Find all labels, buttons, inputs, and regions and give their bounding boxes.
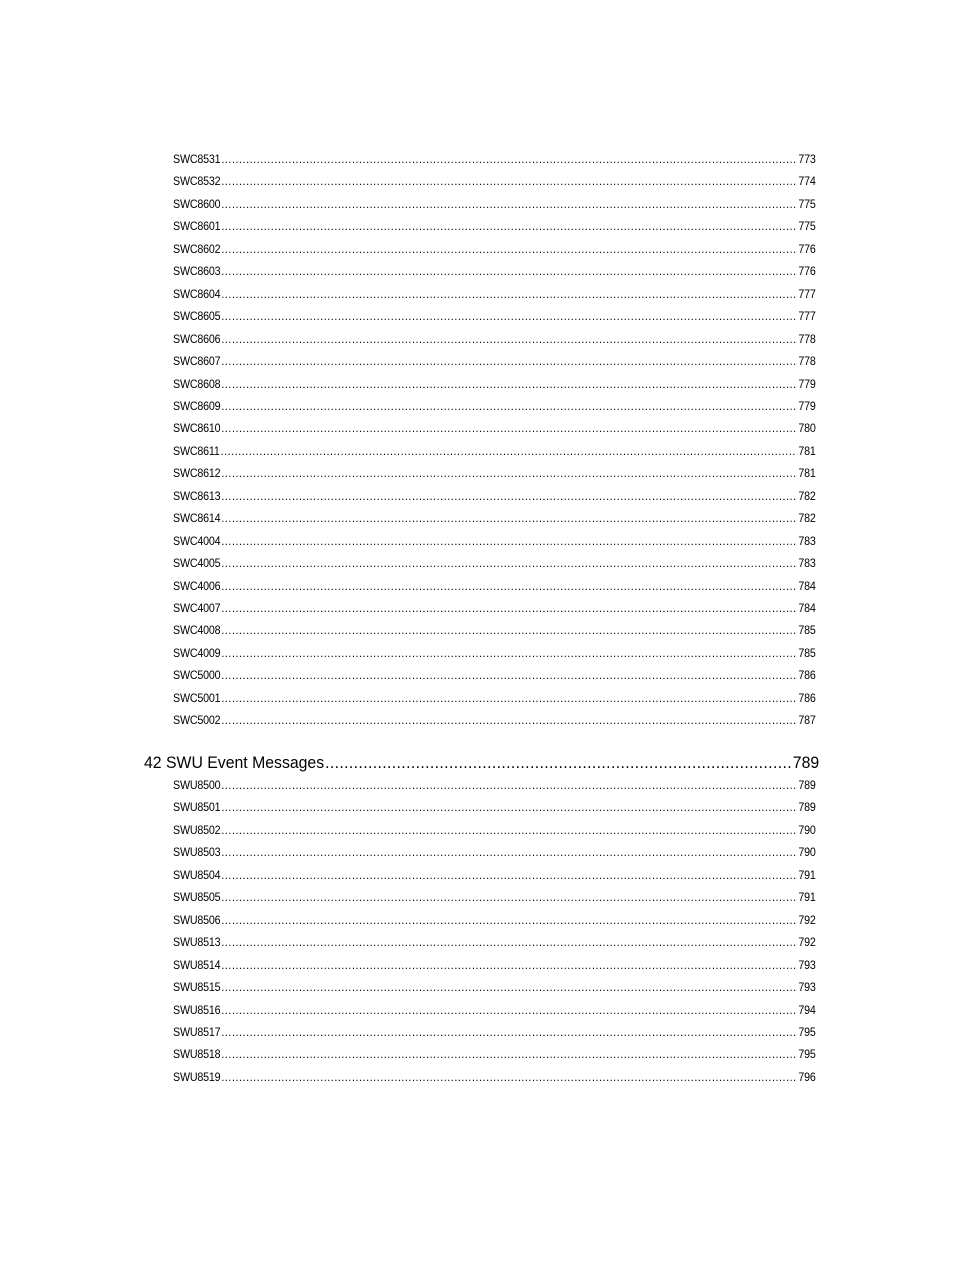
entry-label: SWU8519 — [173, 1071, 221, 1084]
toc-entry[interactable] — [173, 489, 816, 505]
toc-entry[interactable] — [173, 264, 816, 280]
dot-leader — [221, 713, 797, 729]
entry-page-number: 792 — [798, 914, 816, 927]
toc-entry[interactable] — [173, 1025, 816, 1041]
dot-leader — [221, 242, 797, 258]
dot-leader — [221, 354, 797, 370]
toc-entry[interactable] — [173, 823, 816, 839]
toc-entry[interactable] — [173, 691, 816, 707]
toc-entry[interactable] — [173, 800, 816, 816]
chapter-title: 42 SWU Event Messages — [144, 753, 325, 772]
entry-page-number: 779 — [798, 378, 816, 391]
entry-label: SWC8605 — [173, 311, 221, 324]
dot-leader — [221, 958, 797, 974]
entry-page-number: 783 — [798, 558, 816, 571]
entry-page-number: 782 — [798, 513, 816, 526]
dot-leader — [221, 511, 797, 527]
entry-label: SWU8506 — [173, 914, 221, 927]
entry-page-number: 774 — [798, 176, 816, 189]
entry-page-number: 775 — [798, 221, 816, 234]
entry-page-number: 791 — [798, 869, 816, 882]
dot-leader — [221, 1025, 797, 1041]
toc-entry[interactable] — [173, 958, 816, 974]
dot-leader — [221, 399, 797, 415]
entry-page-number: 789 — [798, 802, 816, 815]
dot-leader — [221, 534, 797, 550]
toc-entry[interactable] — [173, 778, 816, 794]
toc-entry[interactable] — [173, 646, 816, 662]
toc-entry[interactable] — [173, 913, 816, 929]
toc-entry[interactable] — [173, 421, 816, 437]
toc-entry[interactable] — [173, 623, 816, 639]
entry-label: SWC4006 — [173, 580, 221, 593]
entry-page-number: 796 — [798, 1071, 816, 1084]
entry-page-number: 785 — [798, 625, 816, 638]
entry-page-number: 793 — [798, 982, 816, 995]
entry-label: SWU8513 — [173, 937, 221, 950]
entry-label: SWU8503 — [173, 847, 221, 860]
entry-page-number: 795 — [798, 1026, 816, 1039]
dot-leader — [221, 646, 797, 662]
entry-label: SWC8608 — [173, 378, 221, 391]
entry-page-number: 785 — [798, 647, 816, 660]
entry-label: SWU8504 — [173, 869, 221, 882]
entry-label: SWU8516 — [173, 1004, 221, 1017]
toc-entry[interactable] — [173, 287, 816, 303]
entry-page-number: 781 — [798, 445, 816, 458]
dot-leader — [325, 751, 792, 775]
entry-page-number: 793 — [798, 959, 816, 972]
dot-leader — [221, 800, 797, 816]
dot-leader — [221, 623, 797, 639]
entry-label: SWC4005 — [173, 558, 221, 571]
entry-label: SWC4009 — [173, 647, 221, 660]
toc-entry[interactable] — [173, 980, 816, 996]
entry-label: SWC8603 — [173, 266, 221, 279]
entry-page-number: 792 — [798, 937, 816, 950]
toc-entry[interactable] — [173, 935, 816, 951]
dot-leader — [221, 845, 797, 861]
entry-page-number: 784 — [798, 580, 816, 593]
dot-leader — [221, 668, 797, 684]
dot-leader — [221, 287, 797, 303]
entry-page-number: 794 — [798, 1004, 816, 1017]
dot-leader — [221, 579, 797, 595]
toc-entry[interactable] — [173, 466, 816, 482]
entry-label: SWC8607 — [173, 356, 221, 369]
entry-label: SWC8611 — [173, 445, 220, 458]
toc-entry[interactable] — [173, 713, 816, 729]
dot-leader — [221, 377, 797, 393]
entry-label: SWC4007 — [173, 603, 221, 615]
toc-entry[interactable] — [173, 668, 816, 684]
entry-label: SWC8612 — [173, 468, 221, 481]
entry-label: SWC5000 — [173, 670, 221, 683]
entry-label: SWC8610 — [173, 423, 221, 436]
entry-label: SWU8500 — [173, 780, 221, 792]
toc-entry[interactable] — [173, 556, 816, 572]
entry-page-number: 780 — [798, 423, 816, 436]
entry-page-number: 775 — [798, 198, 816, 211]
dot-leader — [221, 890, 797, 906]
entry-label: SWC4004 — [173, 535, 221, 548]
dot-leader — [221, 219, 797, 235]
entry-page-number: 778 — [798, 333, 816, 346]
entry-label: SWC5001 — [173, 692, 221, 705]
entry-label: SWC4008 — [173, 625, 221, 638]
dot-leader — [221, 691, 797, 707]
dot-leader — [221, 1047, 797, 1063]
toc-entry[interactable] — [173, 219, 816, 235]
entry-label: SWU8502 — [173, 824, 221, 837]
entry-page-number: 776 — [798, 266, 816, 279]
entry-label: SWC8602 — [173, 243, 221, 256]
toc-entry[interactable] — [173, 1003, 816, 1019]
dot-leader — [221, 332, 797, 348]
entry-page-number: 781 — [798, 468, 816, 481]
dot-leader — [221, 778, 797, 794]
entry-page-number: 790 — [798, 824, 816, 837]
dot-leader — [221, 556, 797, 572]
entry-label: SWC8531 — [173, 154, 221, 166]
toc-entry[interactable] — [173, 377, 816, 393]
entry-label: SWC8604 — [173, 288, 221, 301]
dot-leader — [221, 1070, 797, 1086]
toc-entry[interactable] — [173, 511, 816, 527]
dot-leader — [221, 421, 797, 437]
entry-page-number: 773 — [798, 154, 816, 166]
entry-page-number: 782 — [798, 490, 816, 503]
toc-entry[interactable] — [173, 868, 816, 884]
entry-label: SWU8515 — [173, 982, 221, 995]
dot-leader — [221, 935, 797, 951]
entry-label: SWC8609 — [173, 400, 221, 413]
entry-page-number: 786 — [798, 692, 816, 705]
entry-label: SWU8501 — [173, 802, 221, 815]
dot-leader — [221, 913, 797, 929]
entry-page-number: 791 — [798, 892, 816, 905]
toc-entry[interactable] — [173, 332, 816, 348]
dot-leader — [221, 868, 797, 884]
dot-leader — [221, 197, 797, 213]
entry-label: SWU8514 — [173, 959, 221, 972]
dot-leader — [221, 466, 797, 482]
toc-entry[interactable] — [173, 845, 816, 861]
entry-page-number: 786 — [798, 670, 816, 683]
entry-page-number: 787 — [798, 715, 816, 728]
entry-page-number: 779 — [798, 400, 816, 413]
entry-page-number: 777 — [798, 288, 816, 301]
dot-leader — [221, 601, 797, 617]
dot-leader — [221, 444, 798, 460]
entry-page-number: 795 — [798, 1049, 816, 1062]
toc-entry[interactable] — [173, 152, 816, 168]
toc-chapter-heading[interactable] — [144, 751, 819, 775]
entry-label: SWC8613 — [173, 490, 221, 503]
entry-label: SWC8606 — [173, 333, 221, 346]
toc-entry[interactable] — [173, 444, 816, 460]
dot-leader — [221, 489, 797, 505]
entry-page-number: 778 — [798, 356, 816, 369]
entry-label: SWC8601 — [173, 221, 221, 234]
entry-page-number: 784 — [798, 603, 816, 615]
entry-page-number: 777 — [798, 311, 816, 324]
toc-entry[interactable] — [173, 242, 816, 258]
dot-leader — [221, 309, 797, 325]
toc-entry[interactable] — [173, 399, 816, 415]
toc-entry[interactable] — [173, 1070, 816, 1086]
toc-entry[interactable] — [173, 601, 816, 617]
toc-entry[interactable] — [173, 579, 816, 595]
entry-page-number: 776 — [798, 243, 816, 256]
chapter-page-number: 789 — [792, 753, 820, 772]
toc-entry[interactable] — [173, 890, 816, 906]
toc-entry[interactable] — [173, 354, 816, 370]
entry-page-number: 789 — [798, 780, 816, 792]
entry-page-number: 790 — [798, 847, 816, 860]
entry-label: SWU8517 — [173, 1026, 221, 1039]
toc-entry[interactable] — [173, 174, 816, 190]
dot-leader — [221, 152, 797, 168]
dot-leader — [221, 823, 797, 839]
toc-entry[interactable] — [173, 309, 816, 325]
dot-leader — [221, 264, 797, 280]
entry-label: SWC8532 — [173, 176, 221, 189]
dot-leader — [221, 980, 797, 996]
entry-page-number: 783 — [798, 535, 816, 548]
toc-entry[interactable] — [173, 1047, 816, 1063]
toc-entry[interactable] — [173, 197, 816, 213]
entry-label: SWC8600 — [173, 198, 221, 211]
toc-entry[interactable] — [173, 534, 816, 550]
entry-label: SWU8518 — [173, 1049, 221, 1062]
dot-leader — [221, 174, 797, 190]
entry-label: SWU8505 — [173, 892, 221, 905]
entry-label: SWC5002 — [173, 715, 221, 728]
dot-leader — [221, 1003, 797, 1019]
entry-label: SWC8614 — [173, 513, 221, 526]
